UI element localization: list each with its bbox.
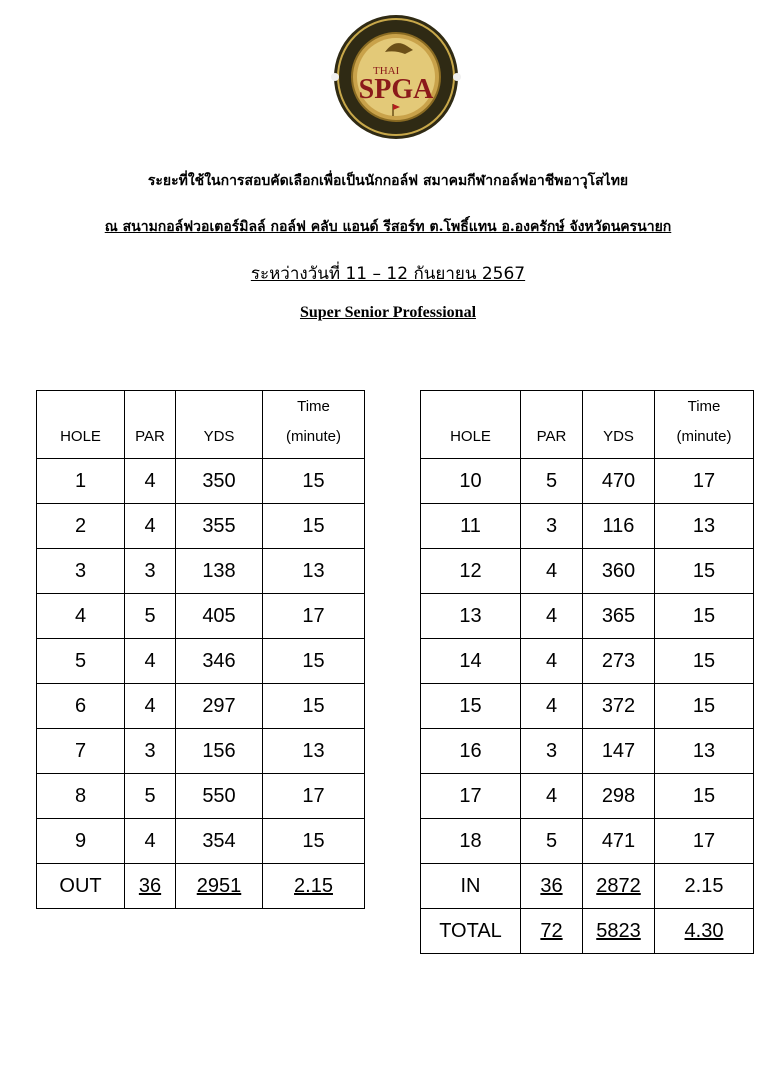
hole-par: 4 [521,594,583,639]
hole-time: 13 [263,549,365,594]
hole-row [421,729,754,774]
hole-time: 15 [263,459,365,504]
hole-time: 15 [655,774,754,819]
hole-time: 15 [263,684,365,729]
par-header: PAR [125,391,176,459]
total-yds: 5823 [583,909,655,954]
hole-yds: 116 [583,504,655,549]
hole-par: 3 [125,549,176,594]
yds-header: YDS [176,391,263,459]
total-par: 72 [521,909,583,954]
title-line-1: ระยะที่ใช้ในการสอบคัดเลือกเพื่อเป็นนักกอล์ฟ สมาคมกีฬากอล์ฟอาชีพอาวุโสไทย [147,173,629,189]
hole-time: 17 [263,774,365,819]
table-header-row [37,391,365,459]
hole-row [421,594,754,639]
hole-row [37,819,365,864]
hole-time: 15 [263,639,365,684]
hole-time: 15 [655,639,754,684]
hole-yds: 360 [583,549,655,594]
hole-par: 5 [521,459,583,504]
hole-yds: 372 [583,684,655,729]
par-header: PAR [521,391,583,459]
out-label: OUT [37,864,125,909]
hole-number: 3 [37,549,125,594]
hole-row [37,549,365,594]
venue-line: ณ สนามกอล์ฟวอเตอร์มิลล์ กอล์ฟ คลับ แอนด์ รีสอร์ท ต.โพธิ์แทน อ.องครักษ์ จังหวัดนครนายก [104,219,672,235]
hole-yds: 470 [583,459,655,504]
hole-row [37,594,365,639]
hole-par: 5 [125,594,176,639]
hole-par: 4 [125,684,176,729]
hole-number: 11 [421,504,521,549]
hole-yds: 298 [583,774,655,819]
category-line: Super Senior Professional [299,304,477,321]
hole-yds: 405 [176,594,263,639]
grand-total-row [421,909,754,954]
hole-number: 4 [37,594,125,639]
hole-row [421,774,754,819]
in-label: IN [421,864,521,909]
hole-row [421,459,754,504]
date-line: ระหว่างวันที่ 11 – 12 กันยายน 2567 [250,264,526,284]
hole-yds: 550 [176,774,263,819]
hole-number: 10 [421,459,521,504]
table-header-row [421,391,754,459]
hole-time: 15 [655,549,754,594]
hole-header: HOLE [421,391,521,459]
hole-number: 1 [37,459,125,504]
hole-time: 15 [655,594,754,639]
hole-par: 3 [521,729,583,774]
hole-number: 8 [37,774,125,819]
hole-header: HOLE [37,391,125,459]
hole-time: 17 [655,459,754,504]
out-yds: 2951 [176,864,263,909]
hole-row [421,819,754,864]
total-label: TOTAL [421,909,521,954]
hole-yds: 346 [176,639,263,684]
hole-number: 14 [421,639,521,684]
hole-row [37,504,365,549]
hole-row [421,504,754,549]
hole-number: 12 [421,549,521,594]
hole-par: 5 [521,819,583,864]
hole-yds: 354 [176,819,263,864]
out-total-row [37,864,365,909]
hole-row [37,729,365,774]
hole-number: 7 [37,729,125,774]
front-nine-table [36,390,365,909]
hole-par: 4 [125,819,176,864]
hole-number: 15 [421,684,521,729]
hole-par: 4 [125,504,176,549]
thai-spga-logo [323,12,469,142]
hole-par: 3 [521,504,583,549]
hole-par: 4 [521,684,583,729]
hole-time: 17 [655,819,754,864]
hole-par: 4 [125,459,176,504]
hole-number: 18 [421,819,521,864]
hole-time: 17 [263,594,365,639]
hole-yds: 138 [176,549,263,594]
hole-yds: 297 [176,684,263,729]
svg-text:SPGA: SPGA [358,74,434,105]
time-header: Time (minute) [655,391,754,459]
hole-number: 13 [421,594,521,639]
hole-time: 15 [655,684,754,729]
hole-row [421,684,754,729]
hole-yds: 147 [583,729,655,774]
hole-par: 4 [521,639,583,684]
hole-number: 9 [37,819,125,864]
in-par: 36 [521,864,583,909]
in-total-row [421,864,754,909]
hole-par: 4 [521,549,583,594]
hole-row [37,774,365,819]
hole-row [37,459,365,504]
total-time: 4.30 [655,909,754,954]
yds-header: YDS [583,391,655,459]
hole-row [37,639,365,684]
in-time: 2.15 [655,864,754,909]
out-time: 2.15 [263,864,365,909]
hole-row [421,549,754,594]
hole-number: 5 [37,639,125,684]
hole-time: 15 [263,504,365,549]
out-par: 36 [125,864,176,909]
hole-par: 5 [125,774,176,819]
hole-par: 3 [125,729,176,774]
hole-yds: 355 [176,504,263,549]
hole-time: 13 [655,729,754,774]
hole-par: 4 [125,639,176,684]
svg-text:THAI: THAI [373,65,400,77]
hole-yds: 156 [176,729,263,774]
hole-number: 6 [37,684,125,729]
hole-number: 2 [37,504,125,549]
hole-time: 13 [263,729,365,774]
hole-row [37,684,365,729]
in-yds: 2872 [583,864,655,909]
hole-number: 16 [421,729,521,774]
hole-yds: 273 [583,639,655,684]
hole-time: 15 [263,819,365,864]
hole-yds: 365 [583,594,655,639]
hole-yds: 350 [176,459,263,504]
time-header: Time (minute) [263,391,365,459]
hole-time: 13 [655,504,754,549]
hole-par: 4 [521,774,583,819]
hole-row [421,639,754,684]
hole-yds: 471 [583,819,655,864]
back-nine-table [420,390,754,954]
hole-number: 17 [421,774,521,819]
